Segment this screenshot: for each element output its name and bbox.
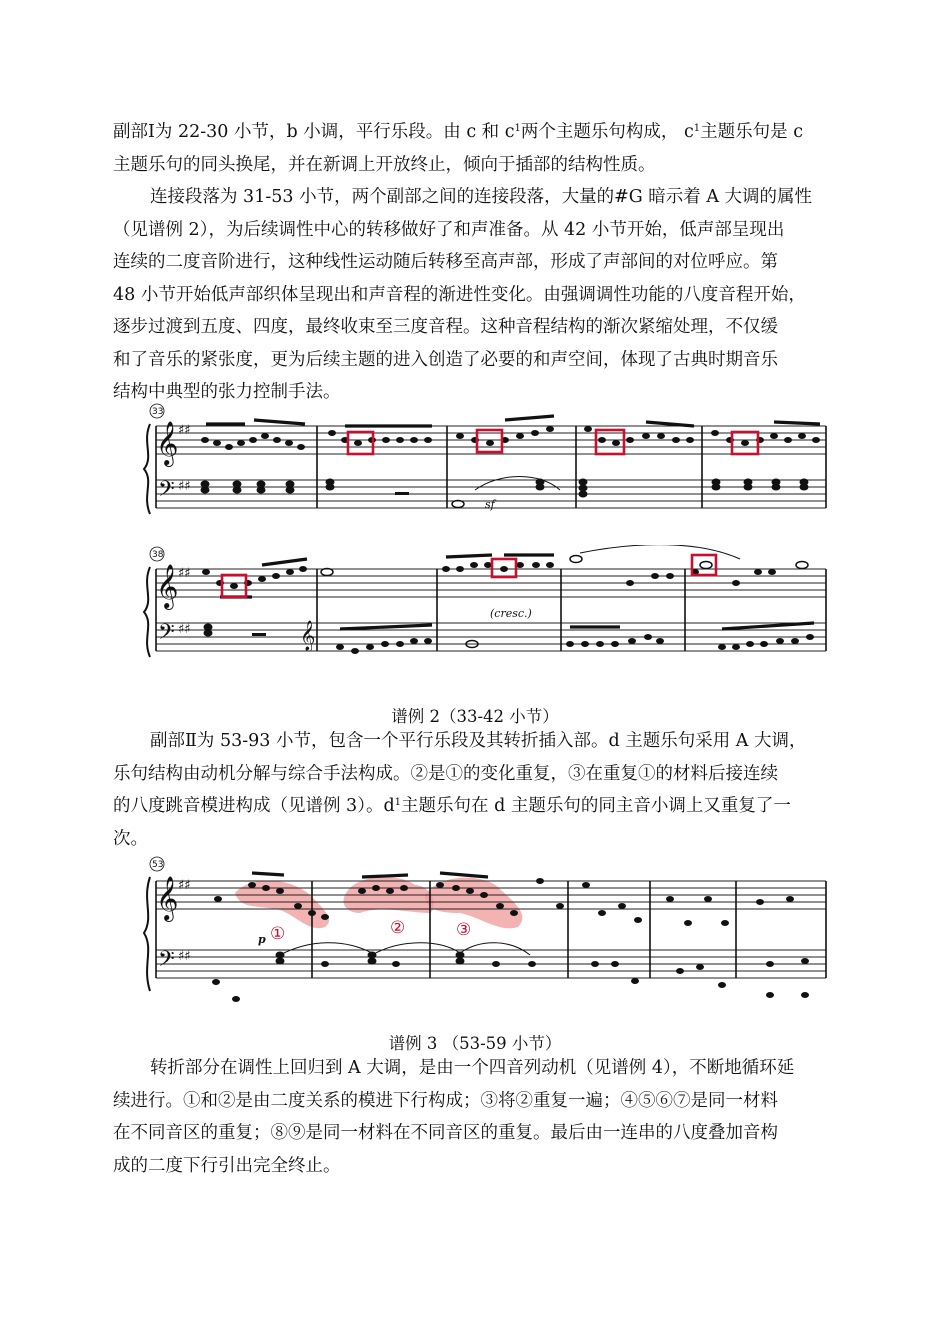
- bass-clef-icon: 𝄢: [158, 620, 175, 650]
- key-signature-icon: ♯♯: [178, 423, 191, 438]
- motif-mark: ②: [390, 918, 406, 938]
- treble-clef-icon: 𝄞: [300, 621, 316, 651]
- dynamic-marking: sf: [485, 498, 495, 511]
- bass-notes: [212, 952, 809, 1003]
- paragraph-3: [113, 725, 855, 855]
- motif-mark: ③: [456, 920, 472, 940]
- paragraph-line: 次。: [113, 828, 148, 849]
- score-example-2-system-2: [140, 545, 830, 665]
- paragraph-2: [113, 181, 855, 409]
- treble-clef-icon: 𝄞: [156, 564, 179, 608]
- caption-example-2: 谱例 2（33-42 小节）: [391, 707, 559, 726]
- cresc-marking: (cresc.): [490, 607, 532, 620]
- paragraph-line: 转折部分在调性上回归到 A 大调，是由一个四音列动机（见谱例 4），不断地循环延: [150, 1058, 795, 1078]
- bass-staff: [156, 950, 826, 978]
- paragraph-line: 逐步过渡到五度、四度，最终收束至三度音程。这种音程结构的渐次紧缩处理，不仅缓: [113, 317, 778, 337]
- paragraph-line: 成的二度下行引出完全终止。: [113, 1155, 341, 1176]
- paragraph-line: 续进行。①和②是由二度关系的模进下行构成；③将②重复一遍；④⑤⑥⑦是同一材料: [113, 1090, 778, 1111]
- treble-clef-icon: 𝄞: [156, 421, 179, 465]
- paragraph-1: [113, 116, 855, 181]
- score-example-3: [140, 855, 830, 1020]
- bass-clef-icon: 𝄢: [158, 477, 175, 507]
- paragraph-line: 在不同音区的重复；⑧⑨是同一材料在不同音区的重复。最后由一连串的八度叠加音构: [113, 1123, 778, 1143]
- bass-clef-icon: 𝄢: [158, 947, 175, 977]
- key-signature-icon: ♯♯: [178, 566, 191, 581]
- key-signature-icon: ♯♯: [178, 622, 191, 637]
- paragraph-line: 副部Ⅰ为 22-30 小节，b 小调，平行乐段。由 c 和 $c^1$两个主题乐句构成， $c^1$主题乐句是 c: [113, 122, 804, 142]
- paragraph-line: 和了音乐的紧张度，更为后续主题的进入创造了必要的和声空间，体现了古典时期音乐: [113, 349, 778, 370]
- paragraph-line: 连接段落为 31-53 小节，两个副部之间的连接段落，大量的#G 暗示着 A 大调的属性: [150, 187, 813, 207]
- paragraph-line: 的八度跳音模进构成（见谱例 3）。$d^1$主题乐句在 d 主题乐句的同主音小调上又重复了一: [113, 796, 791, 816]
- paragraph-line: 结构中典型的张力控制手法。: [113, 382, 341, 402]
- key-signature-icon: ♯♯: [178, 949, 191, 964]
- barlines: [156, 426, 826, 508]
- key-signature-icon: ♯♯: [178, 479, 191, 494]
- paragraph-line: 连续的二度音阶进行，这种线性运动随后转移至高声部，形成了声部间的对位呼应。第: [113, 252, 778, 272]
- score-example-2-system-1: [140, 402, 830, 522]
- paragraph-line: 48 小节开始低声部织体呈现出和声音程的渐进性变化。由强调调性功能的八度音程开始，: [113, 284, 806, 305]
- paragraph-4: [113, 1052, 855, 1182]
- motif-mark: ①: [270, 924, 286, 944]
- motif-highlights: [235, 877, 522, 928]
- measure-number: 53: [152, 860, 164, 870]
- measure-number: 33: [152, 407, 164, 417]
- key-signature-icon: ♯♯: [178, 878, 191, 893]
- paragraph-line: 主题乐句的同头换尾，并在新调上开放终止，倾向于插部的结构性质。: [113, 154, 656, 175]
- caption-example-3: 谱例 3 （53-59 小节）: [388, 1034, 562, 1053]
- dynamic-marking: p: [258, 933, 266, 946]
- treble-clef-icon: 𝄞: [156, 876, 179, 920]
- paragraph-line: 乐句结构由动机分解与综合手法构成。②是①的变化重复，③在重复①的材料后接连续: [113, 763, 778, 784]
- paragraph-line: （见谱例 2），为后续调性中心的转移做好了和声准备。从 42 小节开始，低声部呈现出: [113, 219, 785, 240]
- measure-number: 38: [152, 550, 164, 560]
- red-highlight-boxes: [348, 430, 758, 454]
- paragraph-line: 副部Ⅱ为 53-93 小节，包含一个平行乐段及其转折插入部。d 主题乐句采用 A 大调，: [150, 731, 807, 751]
